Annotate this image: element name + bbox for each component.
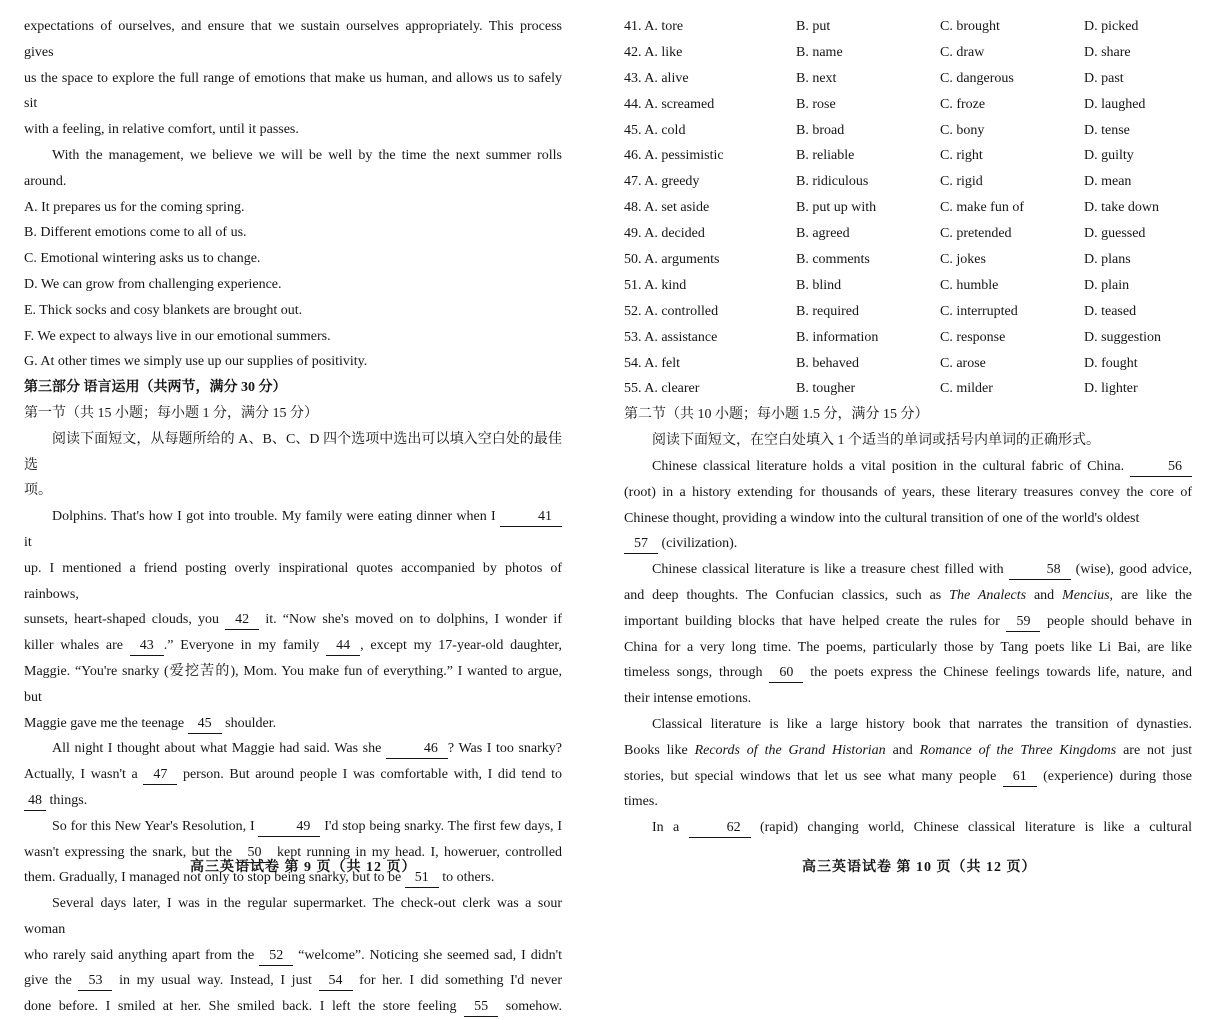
choice-row bbox=[624, 195, 1192, 221]
choice-option: 54. A. felt bbox=[624, 355, 680, 371]
choice-option: B. blind bbox=[796, 277, 842, 293]
passage-line: Books like Records of the Grand Historian and Romance of the Three Kingdoms are not just bbox=[624, 742, 1193, 758]
passage-line: Chinese classical literature is like a treasure chest filled with 58 (wise), good advice, bbox=[624, 557, 1192, 583]
blank-45: 45 bbox=[188, 715, 222, 734]
choice-option: C. brought bbox=[940, 18, 1000, 34]
passage-line: timeless songs, through 60 the poets express the Chinese feelings towards life, nature, and bbox=[624, 660, 1192, 686]
section1-heading: 第一节（共 15 小题；每小题 1 分，满分 15 分） bbox=[24, 405, 318, 421]
cloze-line: give the 53 in my usual way. Instead, I just 54 for her. I did something I'd never bbox=[24, 968, 562, 994]
choice-option: 49. A. decided bbox=[624, 226, 705, 242]
passage-line: Classical literature is like a large history book that narrates the transition of dynasties. bbox=[652, 716, 1192, 732]
choice-option: 45. A. cold bbox=[624, 122, 686, 138]
blank-41: 41 bbox=[500, 508, 562, 527]
choice-option: C. pretended bbox=[940, 226, 1012, 242]
option-b: B. Different emotions come to all of us. bbox=[24, 225, 247, 241]
choice-option: 50. A. arguments bbox=[624, 251, 720, 267]
choice-option: C. right bbox=[940, 148, 983, 164]
text-line: expectations of ourselves, and ensure that we sustain ourselves appropriately. This process gives bbox=[24, 19, 562, 60]
choice-option: D. suggestion bbox=[1084, 329, 1161, 345]
choice-option: D. plans bbox=[1084, 251, 1131, 267]
choice-row bbox=[624, 325, 1192, 351]
blank-58: 58 bbox=[1009, 561, 1071, 580]
passage-line: (root) in a history extending for thousands of years, these literary treasures convey the core of bbox=[624, 484, 1192, 500]
choice-option: 43. A. alive bbox=[624, 70, 689, 86]
blank-61: 61 bbox=[1003, 768, 1037, 787]
cloze-line: So for this New Year's Resolution, I 49 I'd stop being snarky. The first few days, I bbox=[24, 814, 562, 840]
passage-line: In a 62 (rapid) changing world, Chinese classical literature is like a cultural bbox=[624, 815, 1192, 841]
book-title: Mencius bbox=[1062, 587, 1110, 603]
choice-option: B. broad bbox=[796, 122, 845, 138]
choice-option: B. rose bbox=[796, 96, 836, 112]
passage-line: Chinese thought, providing a window into the cultural transition of one of the world's oldest bbox=[624, 510, 1140, 526]
book-title: The Analects bbox=[949, 587, 1027, 603]
passage-line: times. bbox=[624, 794, 658, 810]
choice-option: B. behaved bbox=[796, 355, 859, 371]
blank-43: 43 bbox=[130, 637, 164, 656]
cloze-line: Maggie gave me the teenage 45 shoulder. bbox=[24, 711, 562, 737]
choice-option: C. milder bbox=[940, 381, 993, 397]
cloze-line: wasn't expressing the snark, but the 50 kept running in my head. I, howeruer, controlled bbox=[24, 840, 562, 866]
choice-option: 48. A. set aside bbox=[624, 200, 710, 216]
cloze-line: who rarely said anything apart from the 52 “welcome”. Noticing she seemed sad, I didn't bbox=[24, 943, 562, 969]
passage-line: China for a very long time. The poems, particularly those by Tang poets like Li Bai, are like bbox=[624, 639, 1192, 655]
choice-option: B. name bbox=[796, 44, 843, 60]
option-a: A. It prepares us for the coming spring. bbox=[24, 199, 245, 215]
cloze-line: sunsets, heart-shaped clouds, you 42 it. “Now she's moved on to dolphins, I wonder if bbox=[24, 607, 562, 633]
passage-line: Chinese classical literature holds a vital position in the cultural fabric of China. 56 bbox=[624, 454, 1192, 480]
choice-option: B. information bbox=[796, 329, 879, 345]
choice-option: 55. A. clearer bbox=[624, 381, 700, 397]
cloze-line: All night I thought about what Maggie had said. Was she 46 ? Was I too snarky? bbox=[24, 736, 562, 762]
blank-56: 56 bbox=[1130, 458, 1192, 477]
cloze-line: Dolphins. That's how I got into trouble. My family were eating dinner when I 41 it bbox=[24, 504, 562, 556]
cloze-line: up. I mentioned a friend posting overly inspirational quotes accompanied by photos of rainbows, bbox=[24, 560, 562, 602]
passage-line: and deep thoughts. The Confucian classics, such as The Analects and Mencius, are like the bbox=[624, 587, 1192, 603]
choice-option: D. guessed bbox=[1084, 226, 1146, 242]
choice-option: B. agreed bbox=[796, 226, 850, 242]
choice-option: C. make fun of bbox=[940, 200, 1024, 216]
cloze-line: Actually, I wasn't a 47 person. But around people I was comfortable with, I did tend to bbox=[24, 762, 562, 788]
choice-option: 51. A. kind bbox=[624, 277, 687, 293]
choice-row bbox=[624, 92, 1192, 118]
choice-row bbox=[624, 40, 1192, 66]
section1-instruction: 阅读下面短文，从每题所给的 A、B、C、D 四个选项中选出可以填入空白处的最佳选 bbox=[24, 431, 562, 473]
choice-row bbox=[624, 247, 1192, 273]
choice-row bbox=[624, 221, 1192, 247]
choice-option: B. next bbox=[796, 70, 837, 86]
cloze-line: Several days later, I was in the regular supermarket. The check-out clerk was a sour woman bbox=[24, 896, 562, 937]
choice-option: B. put bbox=[796, 18, 831, 34]
choice-option: C. response bbox=[940, 329, 1006, 345]
section1-instruction: 项。 bbox=[24, 483, 52, 499]
passage-line: their intense emotions. bbox=[624, 691, 752, 707]
section2-heading: 第二节（共 10 小题；每小题 1.5 分，满分 15 分） bbox=[624, 407, 929, 423]
text-line: around. bbox=[24, 173, 67, 189]
option-e: E. Thick socks and cosy blankets are brought out. bbox=[24, 302, 303, 318]
blank-46: 46 bbox=[386, 740, 448, 759]
choice-option: 41. A. tore bbox=[624, 18, 684, 34]
blank-57: 57 bbox=[624, 535, 658, 554]
answer-choices-table bbox=[624, 14, 1192, 402]
choice-row bbox=[624, 66, 1192, 92]
choice-option: B. put up with bbox=[796, 200, 877, 216]
blank-42: 42 bbox=[225, 611, 259, 630]
choice-option: D. plain bbox=[1084, 277, 1130, 293]
choice-option: B. required bbox=[796, 303, 859, 319]
choice-option: D. laughed bbox=[1084, 96, 1146, 112]
choice-option: 46. A. pessimistic bbox=[624, 148, 724, 164]
choice-option: C. froze bbox=[940, 96, 986, 112]
option-d: D. We can grow from challenging experience. bbox=[24, 276, 282, 292]
choice-option: 42. A. like bbox=[624, 44, 683, 60]
blank-51: 51 bbox=[405, 869, 439, 888]
choice-option: B. reliable bbox=[796, 148, 855, 164]
choice-row bbox=[624, 376, 1192, 402]
cloze-line: done before. I smiled at her. She smiled back. I left the store feeling 55 somehow. bbox=[24, 994, 562, 1020]
passage-line: important building blocks that have helped create the rules for 59 people should behave in bbox=[624, 609, 1192, 635]
choice-option: D. picked bbox=[1084, 18, 1139, 34]
book-title: Romance of the Three Kingdoms bbox=[919, 742, 1117, 758]
blank-44: 44 bbox=[326, 637, 360, 656]
blank-47: 47 bbox=[143, 766, 177, 785]
passage-line: 57 (civilization). bbox=[624, 531, 1192, 557]
choice-option: C. jokes bbox=[940, 251, 986, 267]
blank-53: 53 bbox=[78, 972, 112, 991]
choice-option: D. mean bbox=[1084, 174, 1132, 190]
section2-instruction: 阅读下面短文，在空白处填入 1 个适当的单词或括号内单词的正确形式。 bbox=[652, 433, 1100, 449]
choice-option: D. teased bbox=[1084, 303, 1137, 319]
blank-54: 54 bbox=[319, 972, 353, 991]
choice-option: 53. A. assistance bbox=[624, 329, 718, 345]
choice-option: 52. A. controlled bbox=[624, 303, 719, 319]
page-footer-left: 高三英语试卷 第 9 页（共 12 页） bbox=[190, 860, 417, 875]
choice-row bbox=[624, 299, 1192, 325]
blank-50: 50 bbox=[238, 844, 272, 863]
choice-option: C. interrupted bbox=[940, 303, 1018, 319]
blank-55: 55 bbox=[464, 998, 498, 1017]
choice-option: C. humble bbox=[940, 277, 999, 293]
choice-option: C. arose bbox=[940, 355, 986, 371]
choice-option: D. lighter bbox=[1084, 381, 1138, 397]
page-footer-right: 高三英语试卷 第 10 页（共 12 页） bbox=[802, 860, 1037, 875]
cloze-line: killer whales are 43 .” Everyone in my family 44 , except my 17-year-old daughter, bbox=[24, 633, 562, 659]
choice-option: C. rigid bbox=[940, 174, 983, 190]
part3-heading: 第三部分 语言运用（共两节，满分 30 分） bbox=[24, 380, 287, 396]
choice-row bbox=[624, 118, 1192, 144]
choice-option: C. draw bbox=[940, 44, 985, 60]
choice-option: D. tense bbox=[1084, 122, 1130, 138]
blank-52: 52 bbox=[259, 947, 293, 966]
choice-row bbox=[624, 14, 1192, 40]
cloze-line: 48 things. bbox=[24, 788, 562, 814]
choice-option: B. comments bbox=[796, 251, 870, 267]
choice-row bbox=[624, 169, 1192, 195]
choice-option: C. bony bbox=[940, 122, 985, 138]
option-c: C. Emotional wintering asks us to change. bbox=[24, 251, 261, 267]
choice-row bbox=[624, 273, 1192, 299]
option-g: G. At other times we simply use up our supplies of positivity. bbox=[24, 354, 368, 370]
book-title: Records of the Grand Historian bbox=[694, 742, 886, 758]
choice-option: B. ridiculous bbox=[796, 174, 869, 190]
choice-option: D. take down bbox=[1084, 200, 1160, 216]
blank-59: 59 bbox=[1006, 613, 1040, 632]
blank-62: 62 bbox=[689, 819, 751, 838]
blank-60: 60 bbox=[769, 664, 803, 683]
cloze-line: them. Gradually, I managed not only to stop being snarky, but to be 51 to others. bbox=[24, 865, 562, 891]
choice-option: D. fought bbox=[1084, 355, 1138, 371]
text-line: with a feeling, in relative comfort, until it passes. bbox=[24, 122, 299, 138]
text-line: With the management, we believe we will be well by the time the next summer rolls bbox=[52, 147, 562, 163]
blank-48: 48 bbox=[24, 792, 46, 811]
passage-line: stories, but special windows that let us see what many people 61 (experience) during those bbox=[624, 764, 1192, 790]
option-f: F. We expect to always live in our emotional summers. bbox=[24, 328, 331, 344]
choice-option: B. tougher bbox=[796, 381, 856, 397]
choice-row bbox=[624, 351, 1192, 377]
choice-option: C. dangerous bbox=[940, 70, 1014, 86]
choice-option: 47. A. greedy bbox=[624, 174, 700, 190]
cloze-line: Maggie. “You're snarky (爱挖苦的), Mom. You make fun of everything.” I wanted to argue, but bbox=[24, 663, 562, 705]
text-line: us the space to explore the full range of emotions that make us human, and allows us to safely sit bbox=[24, 70, 562, 112]
right-page bbox=[624, 14, 1192, 841]
choice-option: 44. A. screamed bbox=[624, 96, 715, 112]
choice-option: D. share bbox=[1084, 44, 1131, 60]
choice-option: D. past bbox=[1084, 70, 1124, 86]
choice-option: D. guilty bbox=[1084, 148, 1134, 164]
choice-row bbox=[624, 143, 1192, 169]
blank-49: 49 bbox=[258, 818, 320, 837]
